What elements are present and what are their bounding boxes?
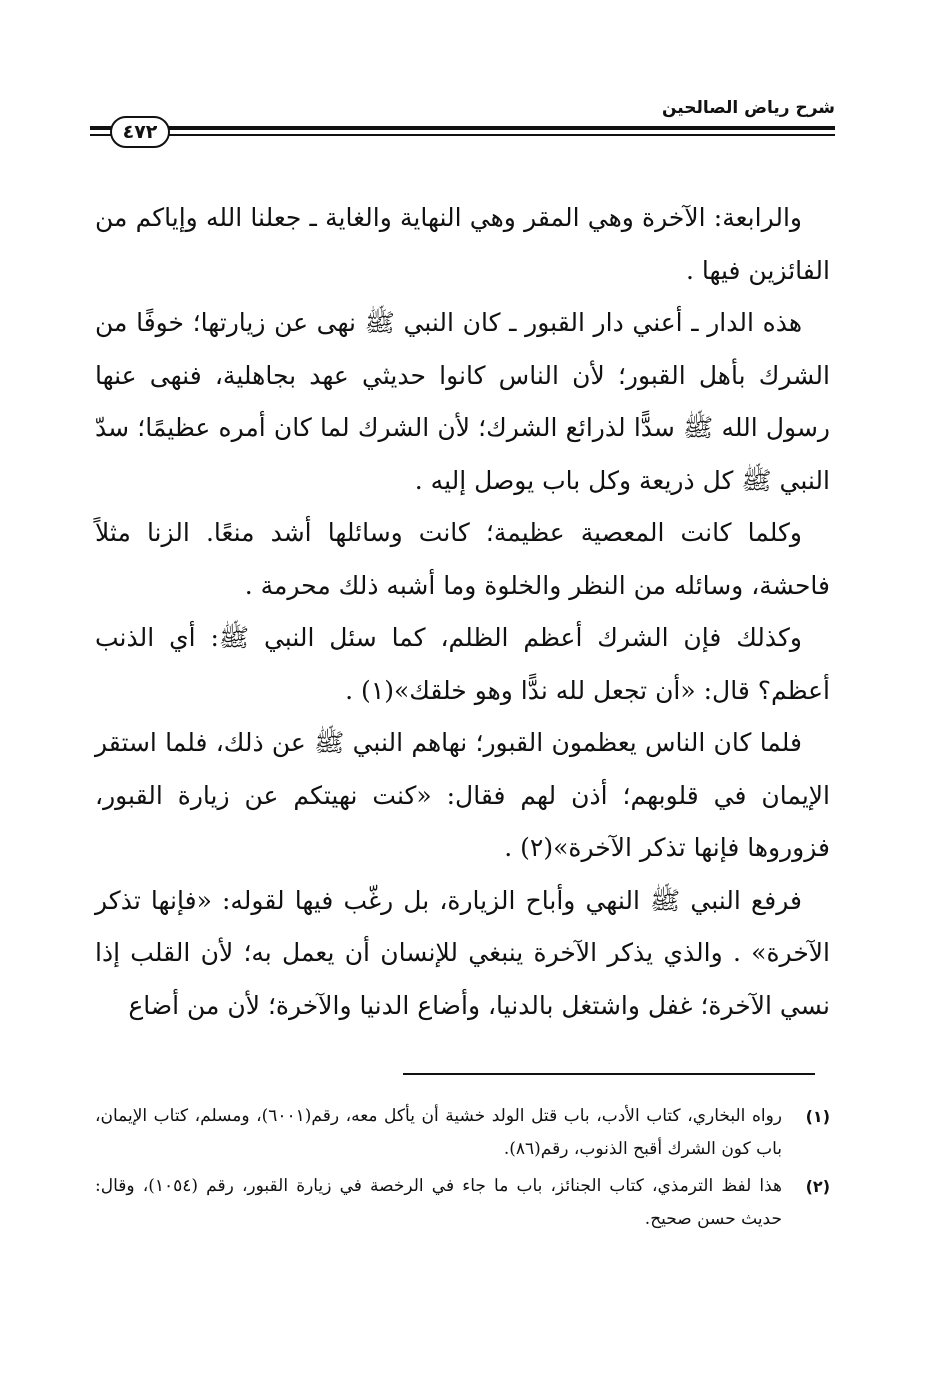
paragraph: وكلما كانت المعصية عظيمة؛ كانت وسائلها أشد منعًا. الزنا مثلاً فاحشة، وسائله من النظر والخلوة وما أشبه ذلك محرمة . [95, 518, 830, 600]
page-number: ٤٧٢ [110, 116, 170, 148]
paragraph: وكذلك فإن الشرك أعظم الظلم، كما سئل النبي ﷺ: أي الذنب أعظم؟ قال: «أن تجعل لله ندًّا وهو خلقك»(١) . [95, 623, 830, 705]
header-rule-thick [90, 126, 835, 130]
running-title: شرح رياض الصالحين [661, 98, 835, 118]
footnote-text: رواه البخاري، كتاب الأدب، باب قتل الولد خشية أن يأكل معه، رقم(٦٠٠١)، ومسلم، كتاب الإيمان، باب كون الشرك أقبح الذنوب، رقم(٨٦). [95, 1106, 782, 1159]
paragraph: فرفع النبي ﷺ النهي وأباح الزيارة، بل رغّب فيها لقوله: «فإنها تذكر الآخرة» . والذي يذكر الآخرة ينبغي للإنسان أن يعمل به؛ لأن القلب إذا نسي الآخرة؛ غفل واشتغل بالدنيا، وأضاع الدنيا والآخرة؛ لأن من أضاع [95, 885, 830, 1020]
footnote-mark: (٢) [805, 1177, 830, 1196]
footnote-item [95, 1170, 830, 1236]
footnote-separator [403, 1073, 815, 1075]
footnotes [95, 1100, 830, 1240]
footnote-text: هذا لفظ الترمذي، كتاب الجنائز، باب ما جاء في الرخصة في زيارة القبور، رقم (١٠٥٤)، وقال: حديث حسن صحيح. [95, 1176, 783, 1229]
paragraph: والرابعة: الآخرة وهي المقر وهي النهاية والغاية ـ جعلنا الله وإياكم من الفائزين فيها . [95, 203, 830, 285]
footnote-mark: (١) [805, 1107, 830, 1126]
paragraph: فلما كان الناس يعظمون القبور؛ نهاهم النبي ﷺ عن ذلك، فلما استقر الإيمان في قلوبهم؛ أذن لهم فقال: «كنت نهيتكم عن زيارة القبور، فزوروها فإنها تذكر الآخرة»(٢) . [95, 728, 830, 862]
paragraph: هذه الدار ـ أعني دار القبور ـ كان النبي ﷺ نهى عن زيارتها؛ خوفًا من الشرك بأهل القبور؛ لأن الناس كانوا حديثي عهد بجاهلية، فنهى عنها رسول الله ﷺ سدًّا لذرائع الشرك؛ لأن الشرك لما كان أمره عظيمًا؛ سدّ النبي ﷺ كل ذريعة وكل باب يوصل إليه . [95, 308, 830, 495]
page-header [90, 88, 835, 158]
footnote-item [95, 1100, 830, 1166]
header-rule-thin [90, 134, 835, 136]
main-text [95, 192, 830, 1032]
